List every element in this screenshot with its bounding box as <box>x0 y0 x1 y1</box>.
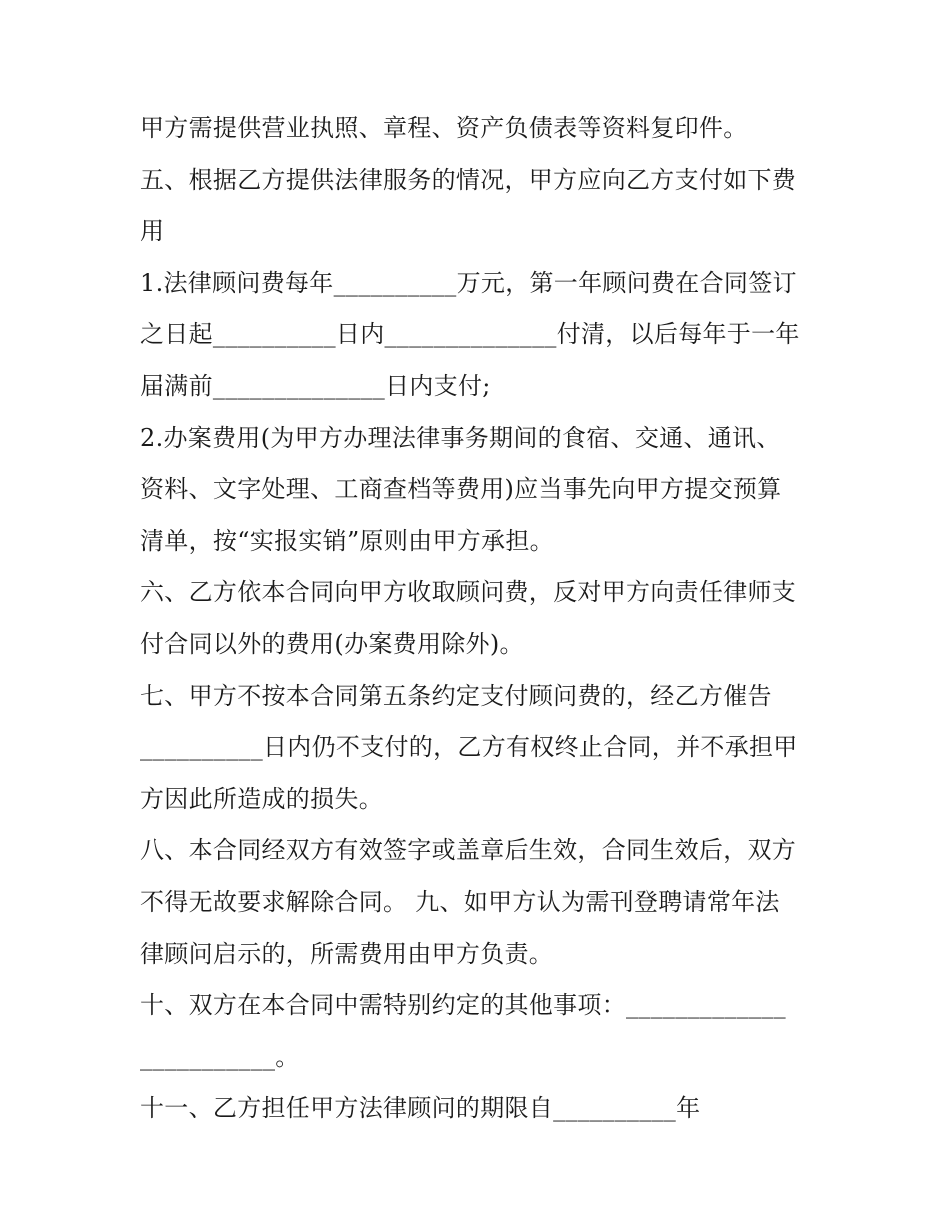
document-body <box>140 103 830 1135</box>
paragraph-line: 方因此所造成的损失。 <box>140 784 383 813</box>
paragraph-line: 之日起__________日内______________付清，以后每年于一年 <box>140 320 800 349</box>
paragraph-line: 不得无故要求解除合同。 九、如甲方认为需刊登聘请常年法 <box>140 887 780 916</box>
paragraph-line: 八、本合同经双方有效签字或盖章后生效，合同生效后，双方 <box>140 836 797 865</box>
paragraph-line: 届满前______________日内支付; <box>140 371 491 400</box>
paragraph-line: 付合同以外的费用(办案费用除外)。 <box>140 629 524 658</box>
paragraph-line: 十一、乙方担任甲方法律顾问的期限自__________年 <box>140 1094 701 1123</box>
paragraph-line: 五、根据乙方提供法律服务的情况，甲方应向乙方支付如下费 <box>140 165 797 194</box>
paragraph-line: 用 <box>140 217 165 246</box>
paragraph-line: ___________。 <box>140 1042 300 1071</box>
paragraph-line: __________日内仍不支付的，乙方有权终止合同，并不承担甲 <box>140 733 798 762</box>
paragraph-line: 七、甲方不按本合同第五条约定支付顾问费的，经乙方催告 <box>140 681 772 710</box>
paragraph-line: 六、乙方依本合同向甲方收取顾问费，反对甲方向责任律师支 <box>140 578 797 607</box>
paragraph-line: 甲方需提供营业执照、章程、资产负债表等资料复印件。 <box>140 114 748 142</box>
paragraph-line: 资料、文字处理、工商查档等费用)应当事先向甲方提交预算 <box>140 475 782 504</box>
paragraph-line: 十、双方在本合同中需特别约定的其他事项：_____________ <box>140 991 786 1020</box>
paragraph-line: 2.办案费用(为甲方办理法律事务期间的食宿、交通、通讯、 <box>140 423 781 452</box>
paragraph-line: 清单，按“实报实销”原则由甲方承担。 <box>140 526 554 555</box>
paragraph-line: 律顾问启示的，所需费用由甲方负责。 <box>140 939 554 968</box>
paragraph-line: 1.法律顾问费每年__________万元，第一年顾问费在合同签订 <box>140 268 797 297</box>
